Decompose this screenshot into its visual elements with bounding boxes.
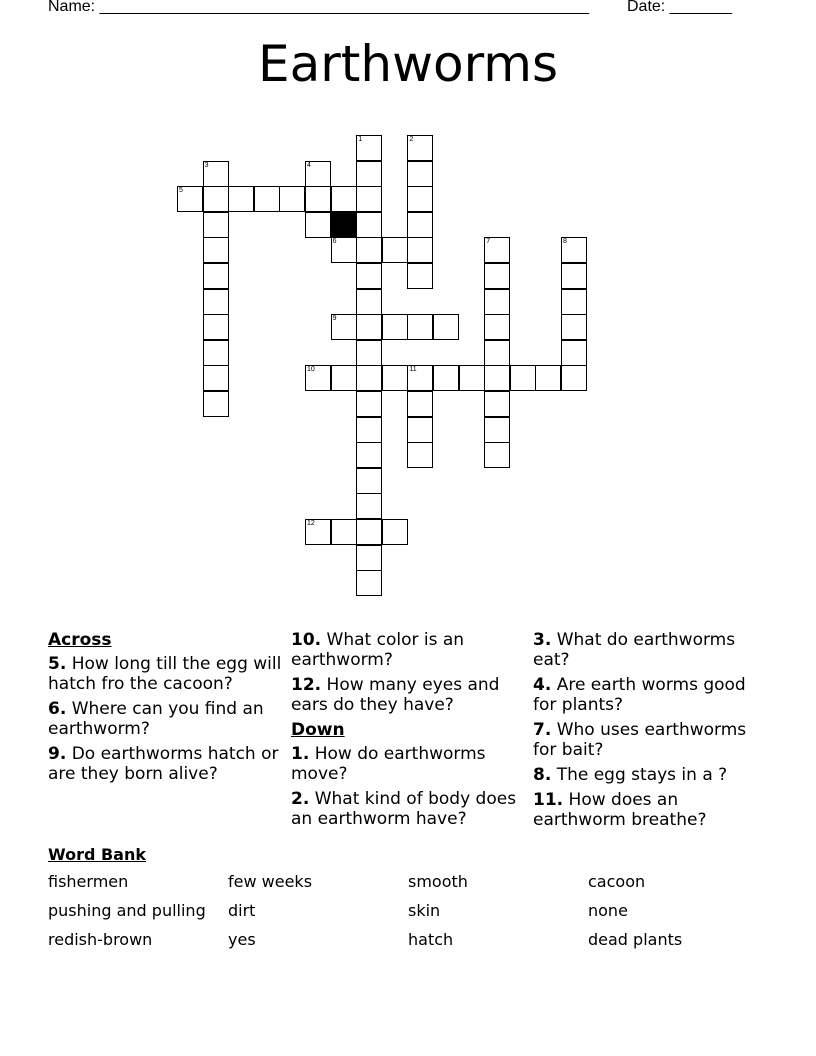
crossword-cell[interactable] (356, 263, 382, 289)
crossword-cell[interactable] (356, 570, 382, 596)
clue-down-11: 11. How does an earthworm breathe? (533, 790, 707, 830)
clue-number: 8 (563, 238, 567, 246)
crossword-cell[interactable] (433, 314, 459, 340)
crossword-cell[interactable] (484, 365, 510, 391)
across-heading: Across (48, 630, 112, 650)
clues-section (48, 630, 768, 840)
crossword-cell[interactable] (484, 442, 510, 468)
word-bank-item: hatch (408, 930, 454, 949)
word-bank-item: none (588, 901, 628, 920)
word-bank-item: skin (408, 901, 441, 920)
crossword-cell[interactable] (356, 468, 382, 494)
clue-across-9: 9. Do earthworms hatch or are they born alive? (48, 744, 279, 784)
crossword-cell[interactable] (203, 186, 229, 212)
crossword-cell[interactable] (331, 314, 357, 340)
clue-number: 5 (179, 187, 183, 195)
crossword-cell[interactable] (203, 289, 229, 315)
clue-across-10: 10. What color is an earthworm? (291, 630, 465, 670)
crossword-cell[interactable] (407, 391, 433, 417)
crossword-cell[interactable] (407, 212, 433, 238)
crossword-cell[interactable] (203, 263, 229, 289)
crossword-cell[interactable] (356, 545, 382, 571)
clue-number: 9 (332, 315, 337, 323)
crossword-cell[interactable] (510, 365, 536, 391)
word-bank-item: dead plants (588, 930, 683, 949)
crossword-cell[interactable] (331, 519, 357, 545)
crossword-cell[interactable] (407, 135, 433, 161)
clue-down-7: 7. Who uses earthworms for bait? (533, 720, 747, 760)
clue-number: 2 (409, 136, 414, 143)
crossword-cell[interactable] (203, 340, 229, 366)
clue-number: 3 (204, 161, 209, 169)
crossword-cell[interactable] (203, 314, 229, 340)
crossword-cell[interactable] (331, 365, 357, 391)
crossword-cell[interactable] (407, 365, 433, 391)
word-bank-item: pushing and pulling (48, 901, 206, 920)
crossword-cell[interactable] (356, 417, 382, 443)
down-heading: Down (291, 720, 345, 740)
crossword-cell[interactable] (356, 314, 382, 340)
clues-column-3 (533, 630, 767, 835)
clue-number: 11 (409, 366, 417, 374)
crossword-cell[interactable] (484, 289, 510, 315)
clue-number: 7 (486, 238, 491, 246)
clue-down-2: 2. What kind of body does an earthworm have? (291, 789, 517, 829)
crossword-cell[interactable] (331, 186, 357, 212)
crossword-cell[interactable] (356, 289, 382, 315)
crossword-cell[interactable] (356, 135, 382, 161)
crossword-cell[interactable] (305, 365, 331, 391)
clue-down-1: 1. How do earthworms move? (291, 744, 486, 784)
clue-number: 10 (307, 366, 315, 374)
crossword-cell[interactable] (305, 519, 331, 545)
crossword-cell[interactable] (561, 365, 587, 391)
crossword-cell[interactable] (484, 263, 510, 289)
crossword-cell[interactable] (228, 186, 254, 212)
clue-number: 1 (358, 136, 363, 143)
word-bank-grid (48, 872, 768, 950)
clue-down-3: 3. What do earthworms eat? (533, 630, 736, 670)
clue-number: 12 (307, 520, 315, 527)
crossword-cell[interactable] (356, 391, 382, 417)
crossword-cell[interactable] (356, 340, 382, 366)
crossword-cell[interactable] (407, 186, 433, 212)
word-bank (48, 845, 768, 950)
word-bank-item: smooth (408, 872, 468, 891)
crossword-cell[interactable] (561, 340, 587, 366)
clues-column-1 (48, 630, 282, 789)
crossword-cell[interactable] (356, 519, 382, 545)
date-field-label: Date: _______ (627, 0, 732, 15)
word-bank-item: dirt (228, 901, 256, 920)
page-title: Earthworms (258, 35, 558, 93)
crossword-cell[interactable] (382, 237, 408, 263)
crossword-cell[interactable] (356, 493, 382, 519)
clue-across-6: 6. Where can you find an earthworm? (48, 699, 264, 739)
crossword-cell[interactable] (305, 161, 331, 187)
crossword-cell[interactable] (203, 161, 229, 187)
crossword-cell[interactable] (331, 237, 357, 263)
crossword-cell[interactable] (484, 391, 510, 417)
crossword-cell[interactable] (177, 186, 203, 212)
crossword-cell[interactable] (561, 263, 587, 289)
crossword-cell[interactable] (203, 212, 229, 238)
crossword-cell[interactable] (382, 519, 408, 545)
crossword-cell[interactable] (535, 365, 561, 391)
crossword-cell[interactable] (279, 186, 305, 212)
crossword-cell[interactable] (407, 314, 433, 340)
crossword-cell[interactable] (254, 186, 280, 212)
word-bank-item: redish-brown (48, 930, 153, 949)
crossword-cell[interactable] (203, 237, 229, 263)
clue-number: 4 (307, 161, 311, 169)
crossword-cell[interactable] (484, 314, 510, 340)
crossword-cell[interactable] (356, 237, 382, 263)
clue-across-5: 5. How long till the egg will hatch fro the cacoon? (48, 654, 282, 694)
crossword-cell[interactable] (484, 417, 510, 443)
crossword-cell[interactable] (305, 186, 331, 212)
word-bank-title: Word Bank (48, 845, 147, 864)
name-field-label: Name: _______________________________________________________ (48, 0, 589, 15)
crossword-cell[interactable] (382, 314, 408, 340)
crossword-cell[interactable] (484, 237, 510, 263)
crossword-cell[interactable] (407, 263, 433, 289)
crossword-cell[interactable] (484, 340, 510, 366)
crossword-cell[interactable] (203, 365, 229, 391)
crossword-cell[interactable] (459, 365, 485, 391)
crossword-cell[interactable] (407, 417, 433, 443)
crossword-cell[interactable] (356, 161, 382, 187)
crossword-cell[interactable] (561, 314, 587, 340)
word-bank-item: yes (228, 930, 256, 949)
crossword-cell[interactable] (356, 212, 382, 238)
crossword-cell[interactable] (433, 365, 459, 391)
clue-down-4: 4. Are earth worms good for plants? (533, 675, 746, 715)
word-bank-item: fishermen (48, 872, 129, 891)
crossword-cell[interactable] (305, 212, 331, 238)
clue-down-8: 8. The egg stays in a ? (533, 765, 728, 785)
word-bank-item: few weeks (228, 872, 313, 891)
crossword-cell[interactable] (203, 391, 229, 417)
crossword-cell[interactable] (561, 237, 587, 263)
crossword-black-cell (331, 212, 357, 238)
clue-across-12: 12. How many eyes and ears do they have? (291, 675, 500, 715)
clues-column-2 (291, 630, 525, 834)
crossword-cell[interactable] (356, 186, 382, 212)
clue-number: 6 (332, 238, 337, 246)
crossword-cell[interactable] (407, 161, 433, 187)
crossword-cell[interactable] (407, 237, 433, 263)
crossword-cell[interactable] (356, 442, 382, 468)
crossword-cell[interactable] (407, 442, 433, 468)
crossword-cell[interactable] (382, 365, 408, 391)
crossword-cell[interactable] (356, 365, 382, 391)
word-bank-item: cacoon (588, 872, 646, 891)
crossword-cell[interactable] (561, 289, 587, 315)
